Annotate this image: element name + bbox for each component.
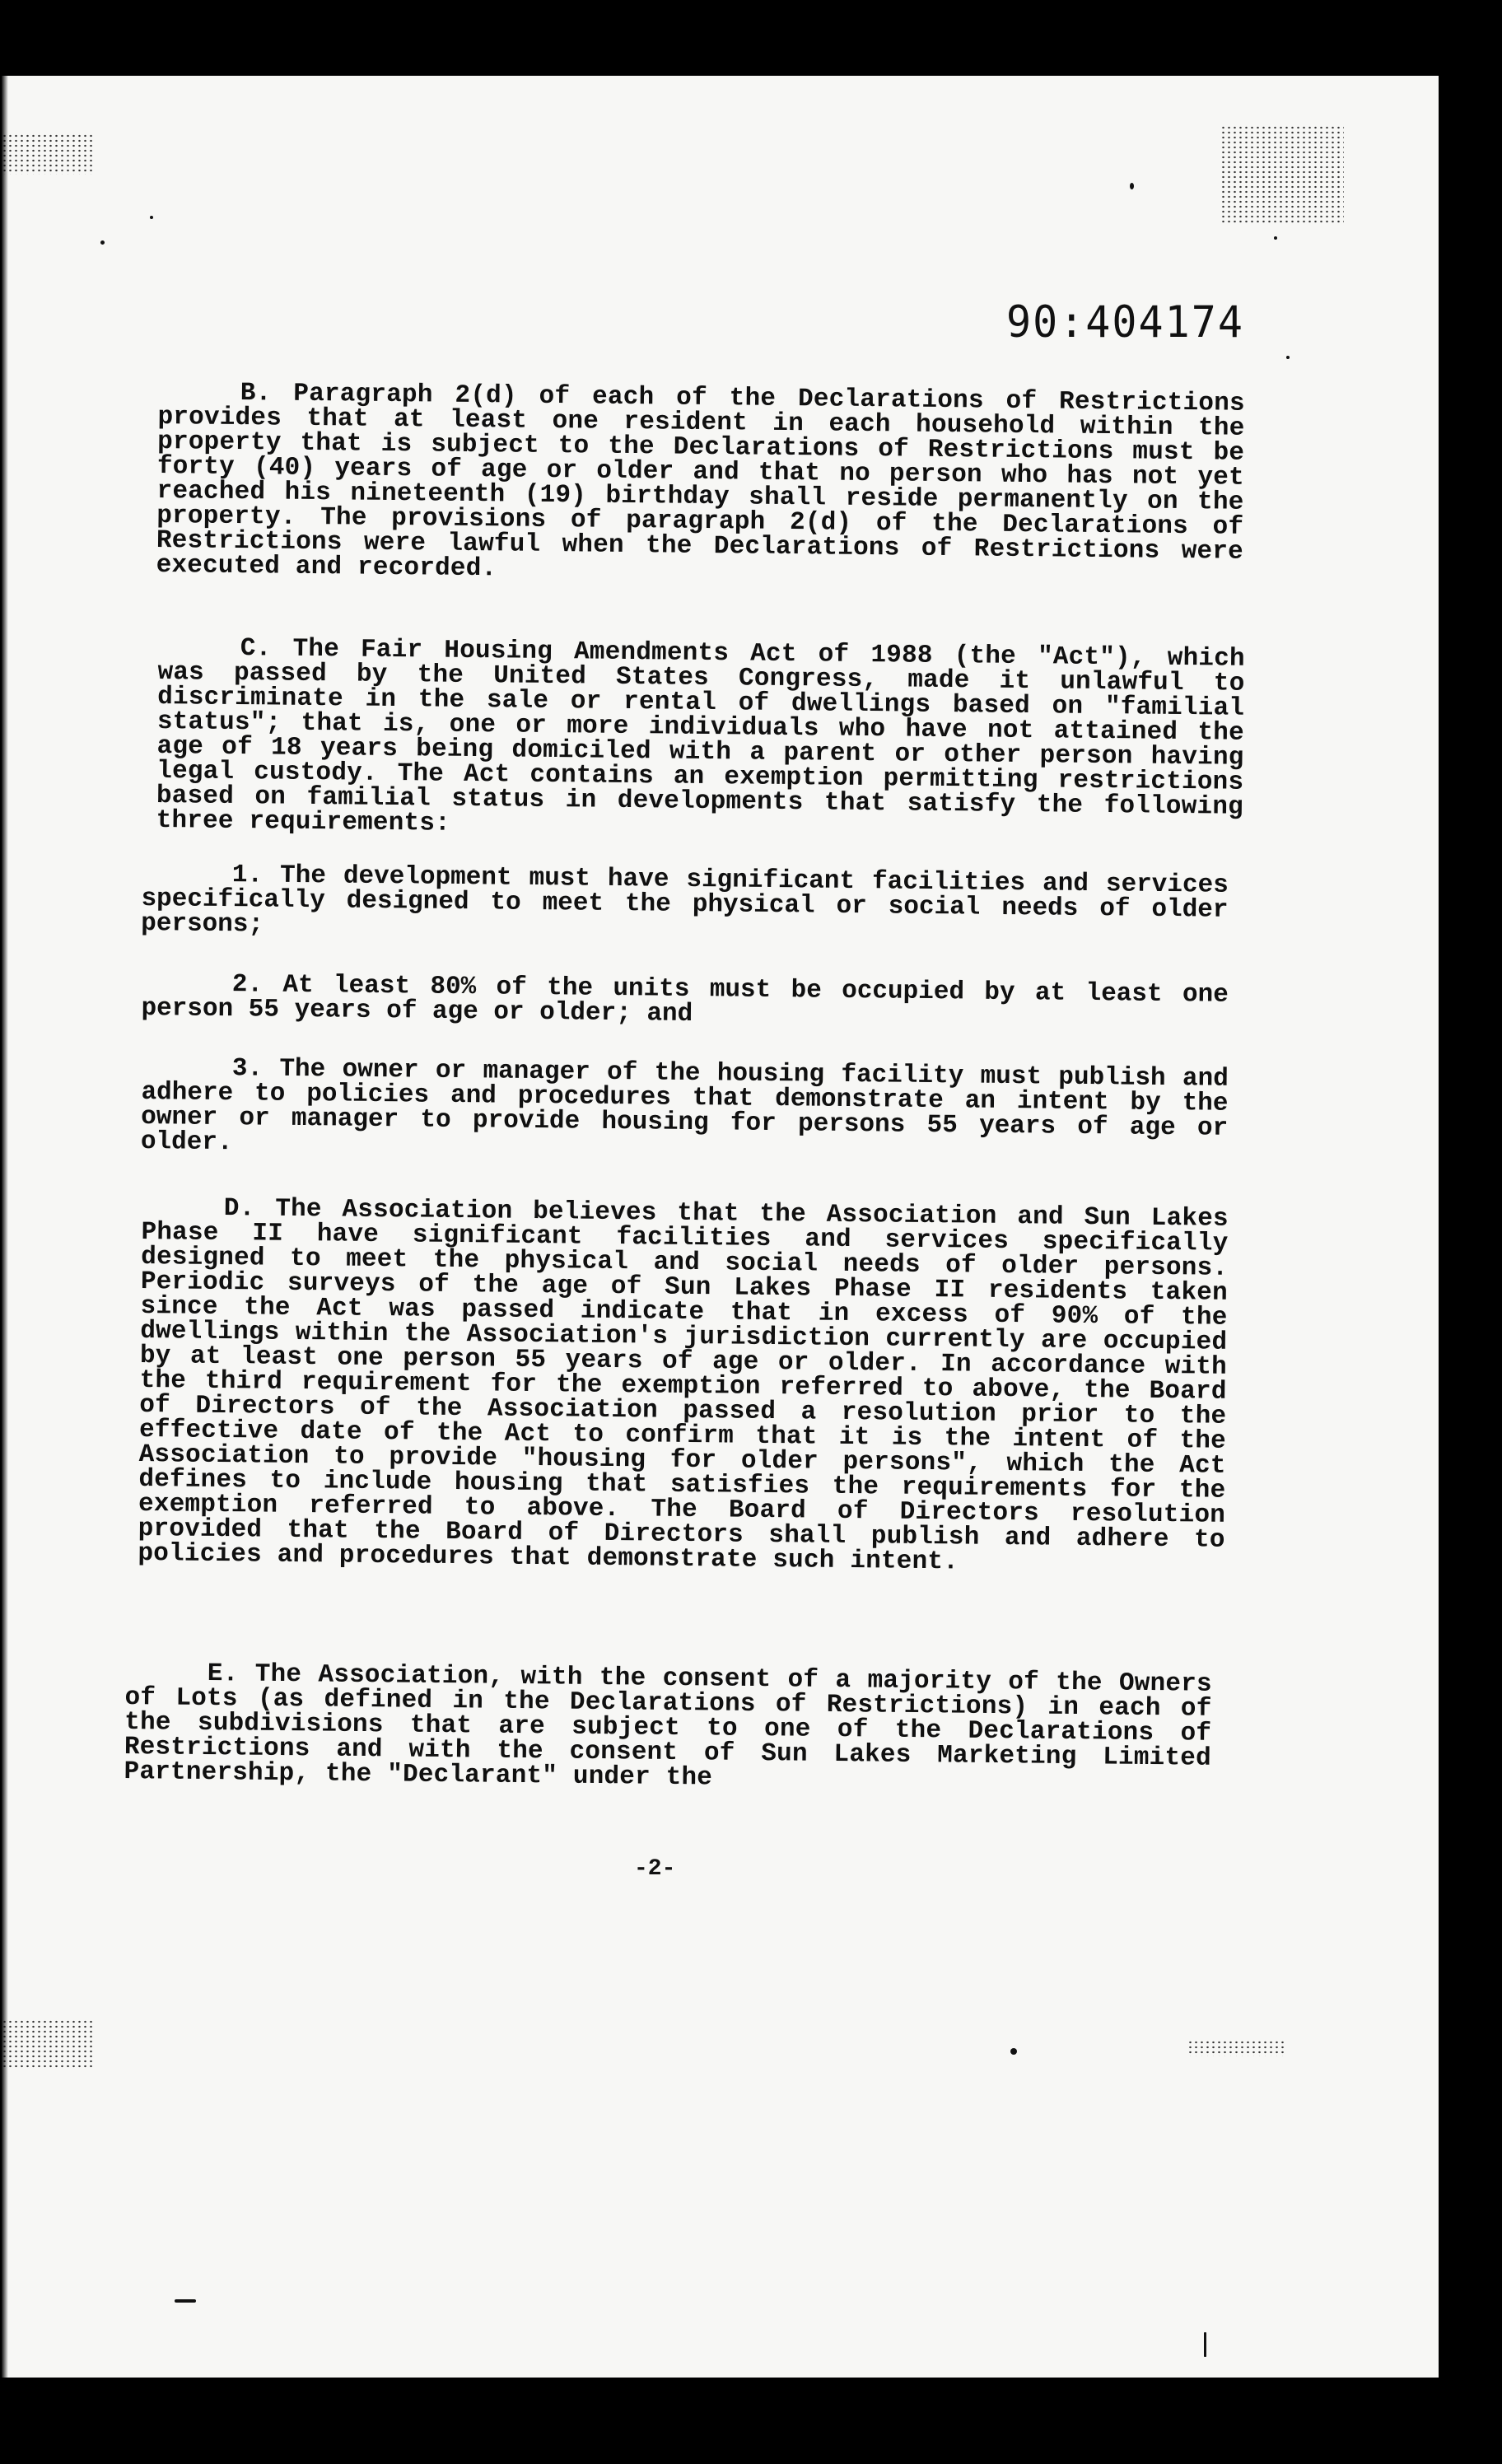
scan-speck bbox=[1274, 236, 1277, 240]
scan-noise bbox=[2, 2019, 92, 2069]
scan-speck bbox=[1204, 2332, 1206, 2357]
scan-speck bbox=[150, 216, 153, 219]
requirement-2: 2. At least 80% of the units must be occupied by at least one person 55 years of age or older; and bbox=[141, 970, 1229, 1029]
page-number: -2- bbox=[634, 1856, 676, 1882]
scan-noise bbox=[1187, 2040, 1286, 2056]
paragraph-d: D. The Association believes that the Association and Sun Lakes Phase II have significant facilities and services specifically designed to meet the physical and social needs of older persons. Periodic surveys of the age of Sun Lakes Phase II residents taken since the Act was passed indicate that in excess of 90% of the dwellings within the Association's jurisdiction currently are occupied by at least one person 55 years of age or older. In accordance with the third requirement for the exemption referred to above, the Board of Directors of the Association passed a resolution prior to the effective date of the Act to confirm that it is the intent of the Association to provide "housing for older persons", which the Act defines to include housing that satisfies the requirements for the exemption referred to above. The Board of Directors resolution provided that the Board of Directors shall publish and adhere to policies and procedures that demonstrate such intent. bbox=[138, 1194, 1229, 1577]
paragraph-c: C. The Fair Housing Amendments Act of 1988 (the "Act"), which was passed by the United States Congress, made it unlawful to discriminate in the sale or rental of dwellings based on "familial status"; that is, one or more individuals who have not attained the age of 18 years being domiciled with a parent or other person having legal custody. The Act contains an exemption permitting restrictions based on familial status in developments that satisfy the following three requirements: bbox=[156, 634, 1245, 838]
paragraph-e: E. The Association, with the consent of a majority of the Owners of Lots (as defined in the Declarations of Restrictions) in each of the subdivisions that are subject to one of the Declarations of Restrictions and with the consent of Sun Lakes Marketing Limited Partnership, the "Declarant" under the bbox=[124, 1659, 1212, 1793]
scan-noise bbox=[1220, 125, 1344, 224]
document-page bbox=[2, 76, 1439, 2378]
requirement-1: 1. The development must have significant facilities and services specifically designed to meet the physical or social needs of older persons; bbox=[141, 861, 1229, 940]
scan-speck bbox=[1286, 356, 1290, 359]
scan-speck bbox=[1010, 2048, 1017, 2055]
scan-speck bbox=[175, 2299, 196, 2303]
scan-noise bbox=[2, 133, 92, 175]
scan-speck bbox=[1130, 183, 1134, 189]
scan-speck bbox=[100, 240, 105, 245]
requirement-3: 3. The owner or manager of the housing facility must publish and adhere to policies and procedures that demonstrate an intent by the owner or manager to provide housing for persons 55 years of age or older. bbox=[140, 1054, 1229, 1158]
paragraph-b: B. Paragraph 2(d) of each of the Declarations of Restrictions provides that at least one resident in each household within the property that is subject to the Declarations of Restrictions must be forty (40) years of age or older and that no person who has not yet reached his nineteenth (19) birthday shall reside permanently on the property. The provisions of paragraph 2(d) of the Declarations of Restrictions were lawful when the Declarations of Restrictions were executed and recorded. bbox=[156, 379, 1245, 584]
document-number: 90:404174 bbox=[1006, 296, 1244, 348]
